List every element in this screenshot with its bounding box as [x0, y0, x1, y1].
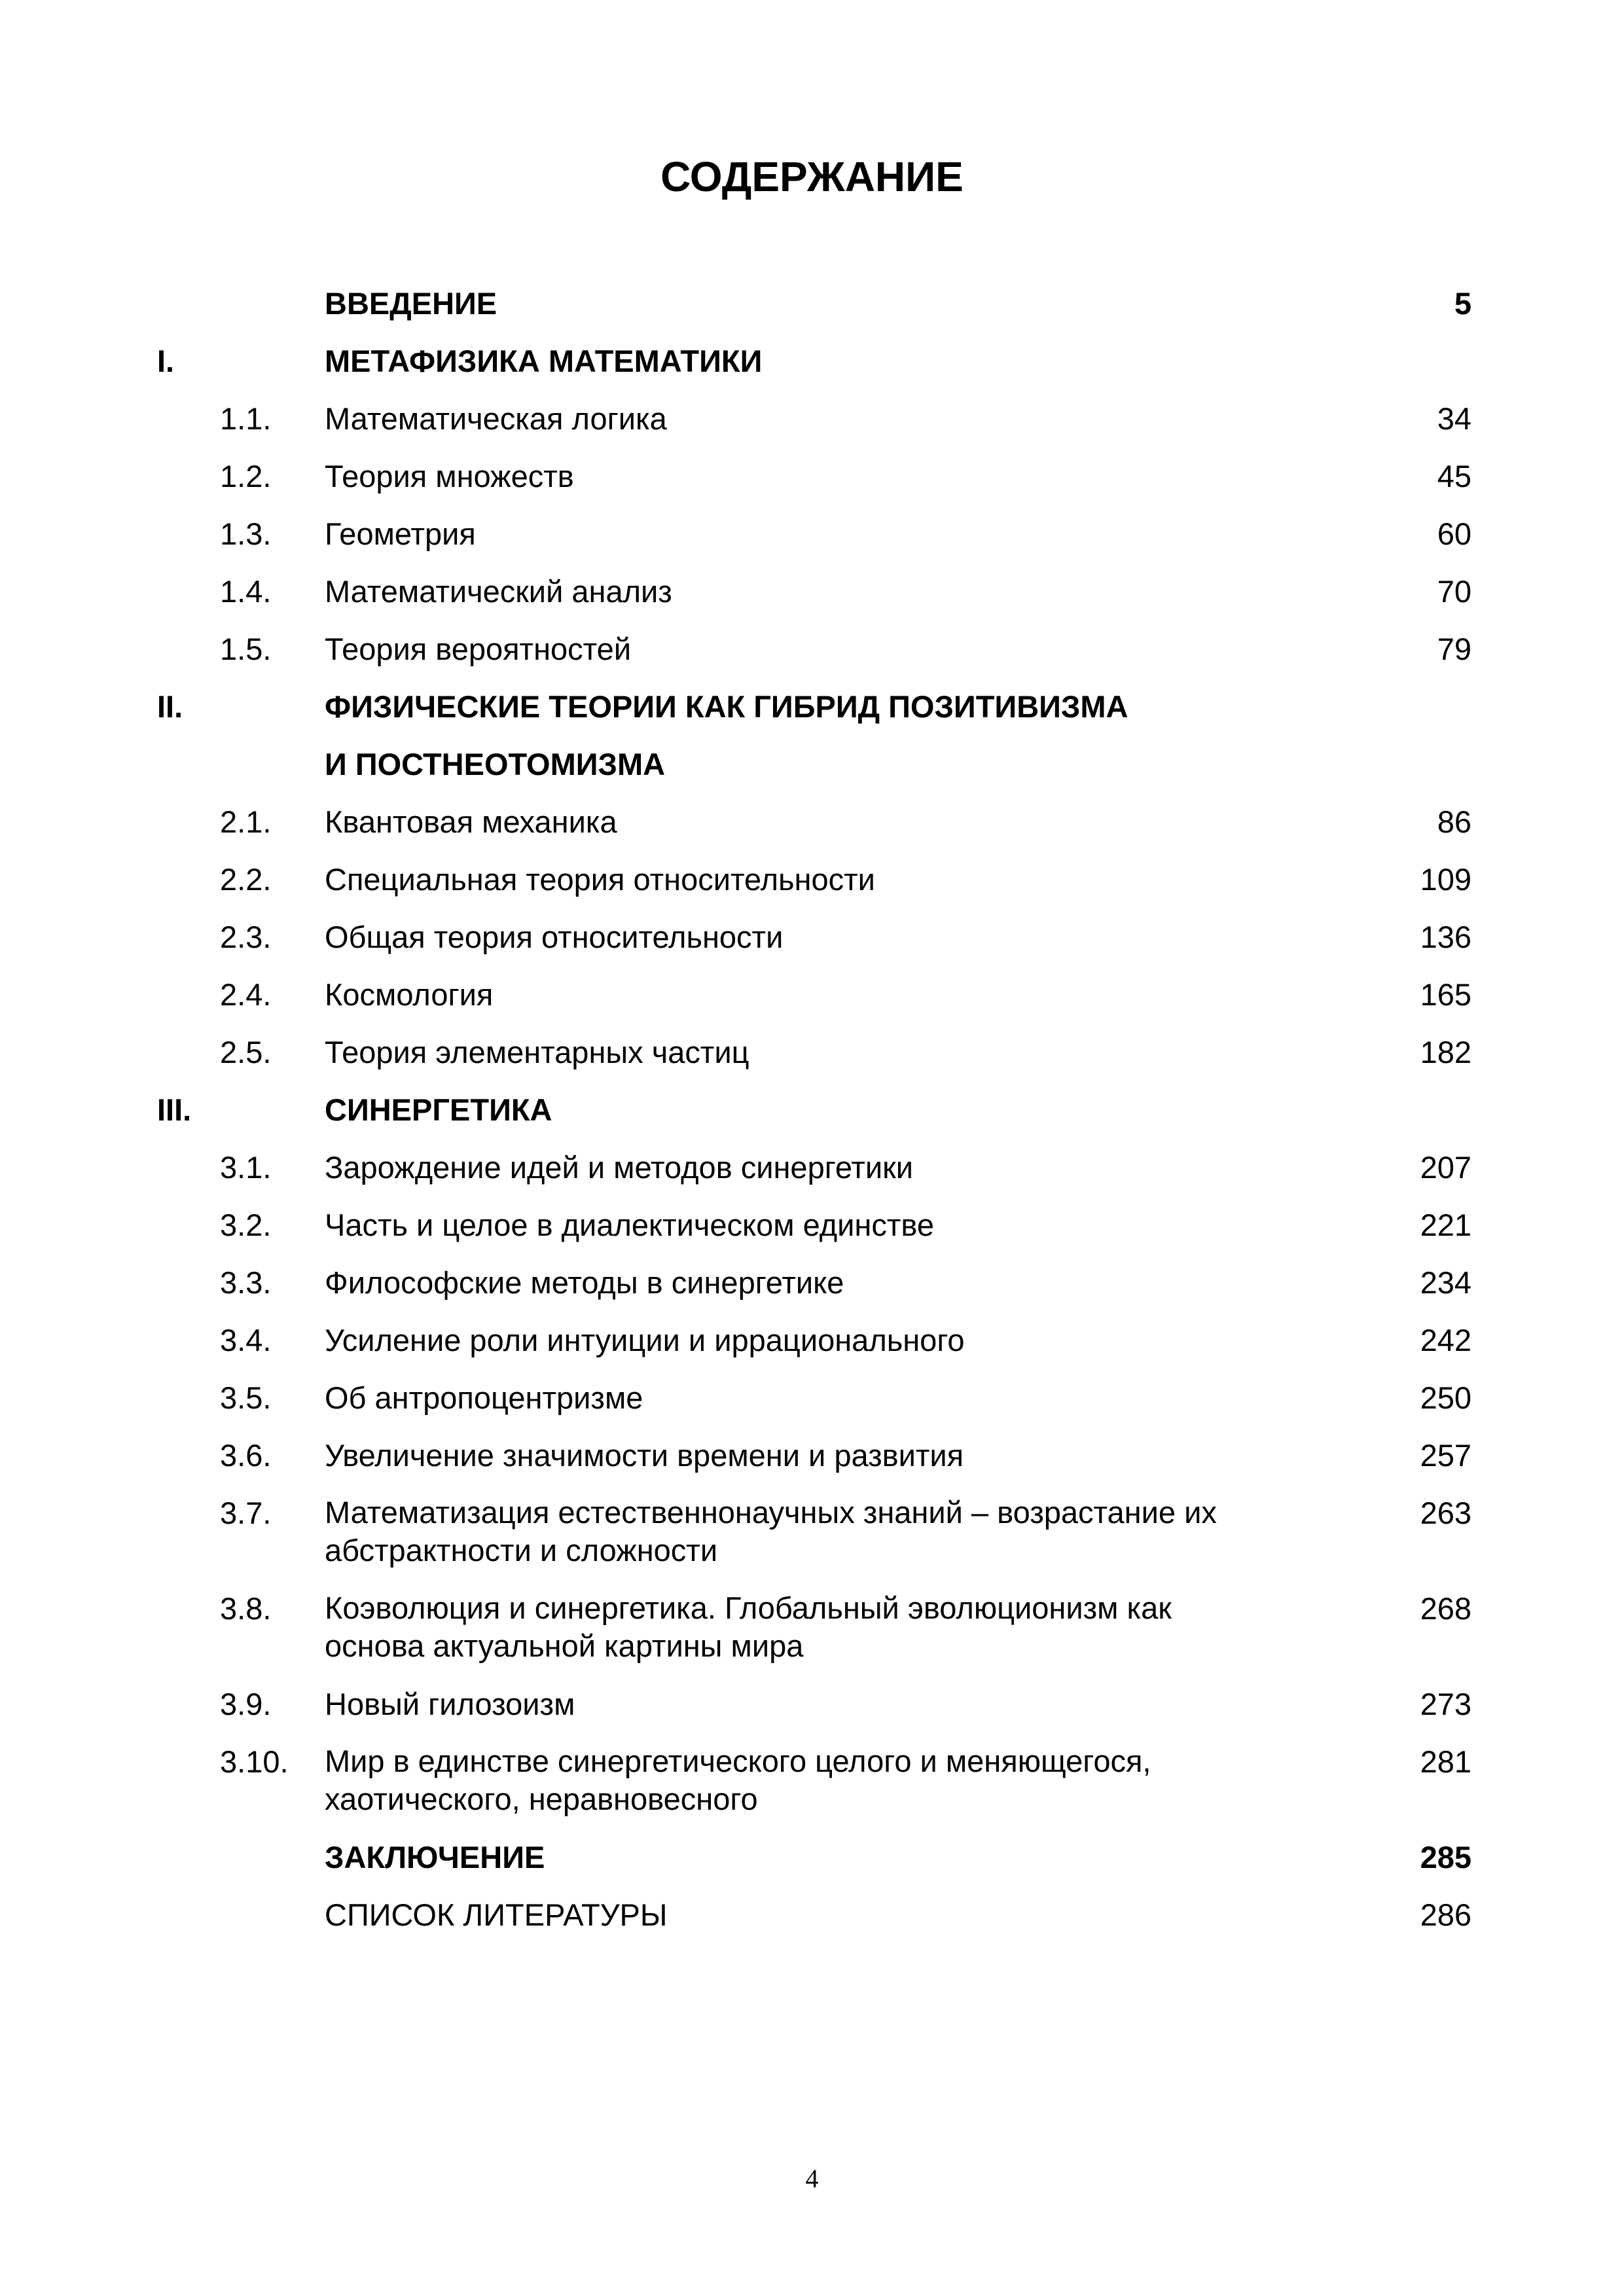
toc-entry-title: Новый гилозоизм: [325, 1687, 575, 1721]
page-number: 4: [805, 2164, 819, 2193]
toc-entry-number: 3.2.: [220, 1208, 272, 1242]
toc-entry-page: 257: [1420, 1438, 1471, 1473]
toc-entry-title: Теория вероятностей: [325, 632, 632, 666]
toc-entry-title: СПИСОК ЛИТЕРАТУРЫ: [325, 1897, 668, 1932]
toc-entry-title: Об антропоцентризме: [325, 1380, 643, 1415]
toc-entry-page: 45: [1437, 459, 1471, 493]
toc-section-entry: [0, 1427, 1624, 1484]
toc-entry-page: 207: [1420, 1150, 1471, 1185]
toc-entry-number: 2.1.: [220, 804, 272, 839]
toc-entry-title: ЗАКЛЮЧЕНИЕ: [325, 1840, 545, 1874]
toc-section-entry: [0, 1886, 1624, 1944]
toc-entry-page: 182: [1420, 1035, 1471, 1069]
toc-part-entry: [0, 332, 1624, 390]
toc-entry-number: 3.5.: [220, 1380, 272, 1415]
toc-section-entry: [0, 563, 1624, 620]
toc-section-entry: [0, 1254, 1624, 1312]
toc-entry-number: 1.1.: [220, 401, 272, 436]
toc-entry-title: Теория множеств: [325, 459, 574, 493]
toc-part-entry: [0, 736, 1624, 793]
toc-entry-page: 281: [1420, 1744, 1471, 1779]
toc-entry-page: 86: [1437, 804, 1471, 839]
toc-entry-number: 1.4.: [220, 574, 272, 609]
toc-entry-title: Философские методы в синергетике: [325, 1265, 844, 1300]
toc-entry-number: 3.9.: [220, 1687, 272, 1721]
toc-entry-page: 273: [1420, 1687, 1471, 1721]
toc-entry-number: 3.1.: [220, 1150, 272, 1185]
toc-entry-number: 2.3.: [220, 920, 272, 954]
toc-section-entry: [0, 1733, 1624, 1829]
toc-entry-page: 268: [1420, 1591, 1471, 1626]
toc-section-entry: [0, 908, 1624, 966]
toc-entry-page: 109: [1420, 862, 1471, 897]
toc-entry-title: Коэволюция и синергетика. Глобальный эволюционизм как основа актуальной картины мира: [325, 1590, 1172, 1663]
toc-entry-title: И ПОСТНЕОТОМИЗМА: [325, 747, 666, 781]
toc-section-entry: [0, 966, 1624, 1024]
toc-entry-title: Геометрия: [325, 516, 476, 551]
toc-entry-page: 285: [1420, 1840, 1471, 1874]
toc-entry-number: 1.5.: [220, 632, 272, 666]
toc-entry-page: 5: [1454, 286, 1471, 321]
toc-section-entry: [0, 793, 1624, 851]
toc-entry-title: Общая теория относительности: [325, 920, 784, 954]
toc-entry-page: 34: [1437, 401, 1471, 436]
toc-section-entry: [0, 851, 1624, 908]
toc-entry-title: МЕТАФИЗИКА МАТЕМАТИКИ: [325, 344, 763, 378]
toc-section-entry: [0, 1369, 1624, 1427]
toc-section-entry: [0, 1312, 1624, 1369]
toc-entry-page: 234: [1420, 1265, 1471, 1300]
toc-entry-title: Часть и целое в диалектическом единстве: [325, 1208, 934, 1242]
toc-entry-number: 1.3.: [220, 516, 272, 551]
toc-entry-title: ВВЕДЕНИЕ: [325, 286, 497, 321]
page-title: СОДЕРЖАНИЕ: [660, 153, 964, 200]
toc-section-entry: [0, 505, 1624, 563]
toc-section-entry: [0, 1196, 1624, 1254]
toc-entry-page: 165: [1420, 977, 1471, 1012]
table-of-contents: [0, 275, 1624, 1944]
toc-entry-title: Усиление роли интуиции и иррационального: [325, 1323, 965, 1357]
toc-entry-number: 2.5.: [220, 1035, 272, 1069]
toc-entry-title: ФИЗИЧЕСКИЕ ТЕОРИИ КАК ГИБРИД ПОЗИТИВИЗМА: [325, 689, 1128, 724]
toc-entry-title: Космология: [325, 977, 494, 1012]
toc-entry-number: 3.8.: [220, 1591, 272, 1626]
toc-entry-title: Математизация естественнонаучных знаний – возрастание их абстрактности и сложности: [325, 1495, 1217, 1568]
toc-entry-number: 3.6.: [220, 1438, 272, 1473]
toc-part-entry: [0, 275, 1624, 332]
toc-section-entry: [0, 1580, 1624, 1676]
toc-entry-title: Теория элементарных частиц: [325, 1035, 749, 1069]
toc-entry-number: 3.3.: [220, 1265, 272, 1300]
toc-section-entry: [0, 1484, 1624, 1580]
toc-entry-title: Увеличение значимости времени и развития: [325, 1438, 964, 1473]
toc-entry-number: III.: [157, 1092, 192, 1127]
toc-entry-page: 136: [1420, 920, 1471, 954]
toc-entry-page: 286: [1420, 1897, 1471, 1932]
toc-entry-number: 2.2.: [220, 862, 272, 897]
toc-entry-number: 2.4.: [220, 977, 272, 1012]
toc-section-entry: [0, 1024, 1624, 1081]
toc-entry-page: 250: [1420, 1380, 1471, 1415]
toc-section-entry: [0, 390, 1624, 448]
toc-entry-number: 1.2.: [220, 459, 272, 493]
toc-entry-title: Математическая логика: [325, 401, 667, 436]
toc-entry-number: 3.4.: [220, 1323, 272, 1357]
toc-part-entry: [0, 1081, 1624, 1139]
toc-entry-title: Зарождение идей и методов синергетики: [325, 1150, 913, 1185]
toc-section-entry: [0, 1139, 1624, 1196]
toc-part-entry: [0, 678, 1624, 736]
toc-entry-title: СИНЕРГЕТИКА: [325, 1092, 552, 1127]
toc-part-entry: [0, 1829, 1624, 1886]
toc-entry-title: Квантовая механика: [325, 804, 617, 839]
toc-entry-page: 60: [1437, 516, 1471, 551]
toc-entry-page: 79: [1437, 632, 1471, 666]
toc-section-entry: [0, 620, 1624, 678]
toc-entry-number: I.: [157, 344, 175, 378]
toc-entry-page: 263: [1420, 1496, 1471, 1530]
toc-entry-number: II.: [157, 689, 183, 724]
toc-section-entry: [0, 448, 1624, 505]
toc-entry-page: 242: [1420, 1323, 1471, 1357]
toc-entry-page: 70: [1437, 574, 1471, 609]
toc-entry-title: Специальная теория относительности: [325, 862, 875, 897]
toc-entry-title: Математический анализ: [325, 574, 672, 609]
toc-entry-number: 3.10.: [220, 1744, 289, 1779]
toc-section-entry: [0, 1676, 1624, 1733]
toc-entry-number: 3.7.: [220, 1496, 272, 1530]
toc-entry-page: 221: [1420, 1208, 1471, 1242]
toc-entry-title: Мир в единстве синергетического целого и меняющегося, хаотического, неравновесного: [325, 1744, 1151, 1816]
